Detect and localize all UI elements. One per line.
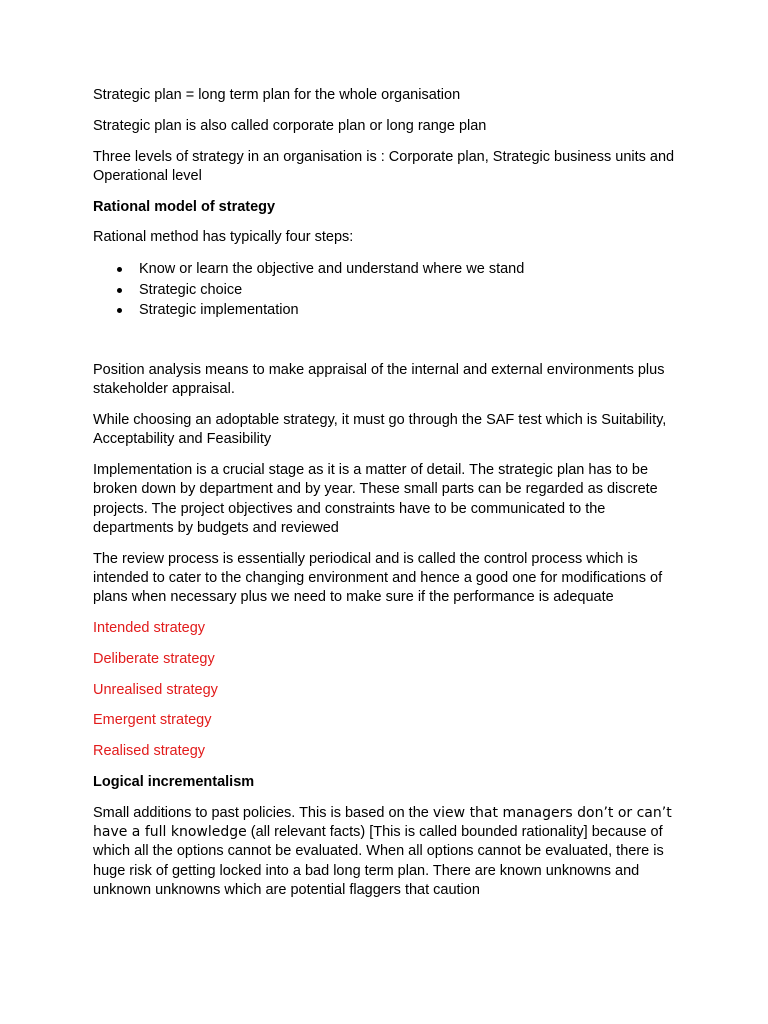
paragraph-corporate-plan: Strategic plan is also called corporate plan or long range plan: [93, 117, 487, 134]
heading-rational-model: Rational model of strategy: [93, 198, 276, 215]
strategy-type-unrealised: Unrealised strategy: [93, 681, 218, 698]
list-item-text: Strategic implementation: [139, 302, 299, 319]
incrementalism-text-part1: Small additions to past policies. This is based on the: [93, 804, 433, 821]
bullet-icon: [117, 288, 122, 293]
list-item: [93, 259, 683, 280]
list-item: [93, 300, 683, 321]
list-item-text: Strategic choice: [139, 281, 243, 298]
heading-logical-incrementalism: Logical incrementalism: [93, 774, 255, 791]
list-item: [93, 280, 683, 301]
document-page: [93, 86, 683, 912]
paragraph-incrementalism: [93, 804, 683, 900]
steps-bullet-list: [93, 259, 683, 321]
paragraph-review-process: The review process is essentially periodical and is called the control process which is intended to cater to the changing environment and hence a good one for modifications of plans when necessary plus we need to make sure if the performance is adequate: [93, 550, 663, 606]
paragraph-strategic-plan-definition: Strategic plan = long term plan for the whole organisation: [93, 87, 461, 103]
list-item-text: Know or learn the objective and understand where we stand: [139, 261, 525, 278]
strategy-type-emergent: Emergent strategy: [93, 712, 212, 729]
paragraph-position-analysis: Position analysis means to make appraisal of the internal and external environments plus stakeholder appraisal.: [93, 361, 665, 398]
paragraph-rational-method: Rational method has typically four steps:: [93, 229, 354, 246]
strategy-type-realised: Realised strategy: [93, 743, 206, 760]
paragraph-implementation: Implementation is a crucial stage as it is a matter of detail. The strategic plan has to be broken down by department and by year. These small parts can be regarded as discrete projects. The project objectives and constraints have to be communicated to the departments by budgets and reviewed: [93, 461, 658, 536]
paragraph-three-levels: Three levels of strategy in an organisation is : Corporate plan, Strategic business units and Operational level: [93, 148, 675, 184]
bullet-icon: [117, 308, 122, 313]
spacer: [93, 321, 683, 361]
incrementalism-text-part2: view that managers don’t or can’t have a full knowledge: [93, 804, 672, 841]
incrementalism-text-part3: (all relevant facts) [This is called bounded rationality] because of which all the options cannot be evaluated. When all options cannot be evaluated, there is huge risk of getting locked into a bad long term plan. There are known unknowns and unknown unknowns which are potential flaggers that caution: [93, 824, 664, 899]
strategy-type-intended: Intended strategy: [93, 620, 206, 637]
bullet-icon: [117, 267, 122, 272]
strategy-type-deliberate: Deliberate strategy: [93, 650, 215, 667]
paragraph-saf-test: While choosing an adoptable strategy, it must go through the SAF test which is Suitability, Acceptability and Feasibility: [93, 411, 667, 448]
